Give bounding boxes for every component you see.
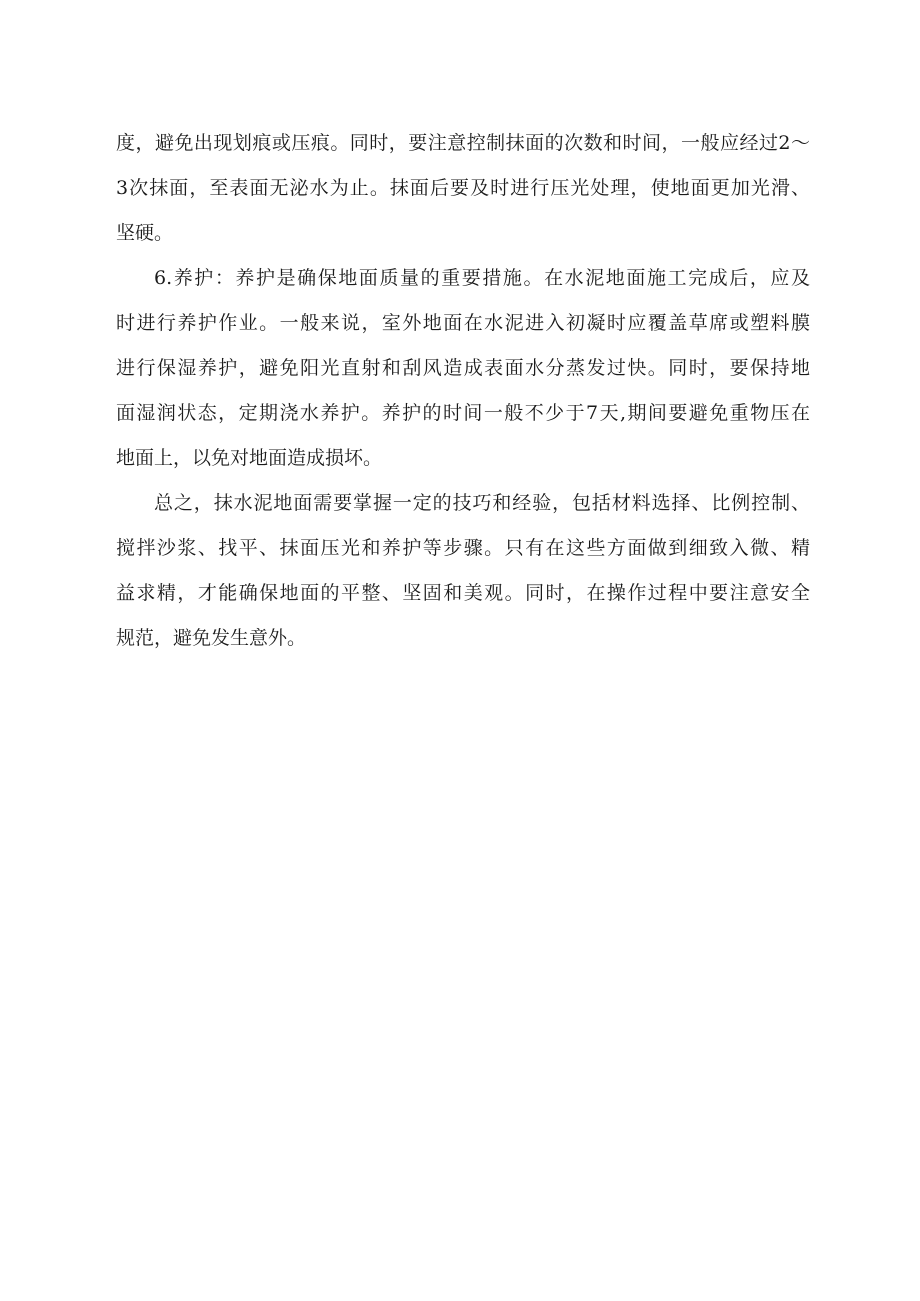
document-body xyxy=(116,121,810,661)
text-line: 规范，避免发生意外。 xyxy=(116,627,307,649)
text-line: 面湿润状态，定期浇水养护。养护的时间一般不少于7天,期间要避免重物压在 xyxy=(116,402,810,424)
paragraph-curing xyxy=(116,256,810,481)
text-line: 6.养护：养护是确保地面质量的重要措施。在水泥地面施工完成后，应及 xyxy=(154,267,810,289)
text-line: 度，避免出现划痕或压痕。同时，要注意控制抹面的次数和时间，一般应经过2〜 xyxy=(116,132,810,154)
text-line: 益求精，才能确保地面的平整、坚固和美观。同时，在操作过程中要注意安全 xyxy=(116,582,810,604)
text-line: 坚硬。 xyxy=(116,222,174,244)
text-line: 搅拌沙浆、找平、抹面压光和养护等步骤。只有在这些方面做到细致入微、精 xyxy=(116,537,810,559)
text-line: 进行保湿养护，避免阳光直射和刮风造成表面水分蒸发过快。同时，要保持地 xyxy=(116,357,810,379)
paragraph-summary xyxy=(116,481,810,661)
paragraph-plastering-continued xyxy=(116,121,810,256)
text-line: 地面上，以免对地面造成损坏。 xyxy=(116,447,383,469)
text-line: 3次抹面，至表面无泌水为止。抹面后要及时进行压光处理，使地面更加光滑、 xyxy=(116,177,810,199)
text-line: 总之，抹水泥地面需要掌握一定的技巧和经验，包括材料选择、比例控制、 xyxy=(154,492,810,514)
text-line: 时进行养护作业。一般来说，室外地面在水泥进入初凝时应覆盖草席或塑料膜 xyxy=(116,312,810,334)
